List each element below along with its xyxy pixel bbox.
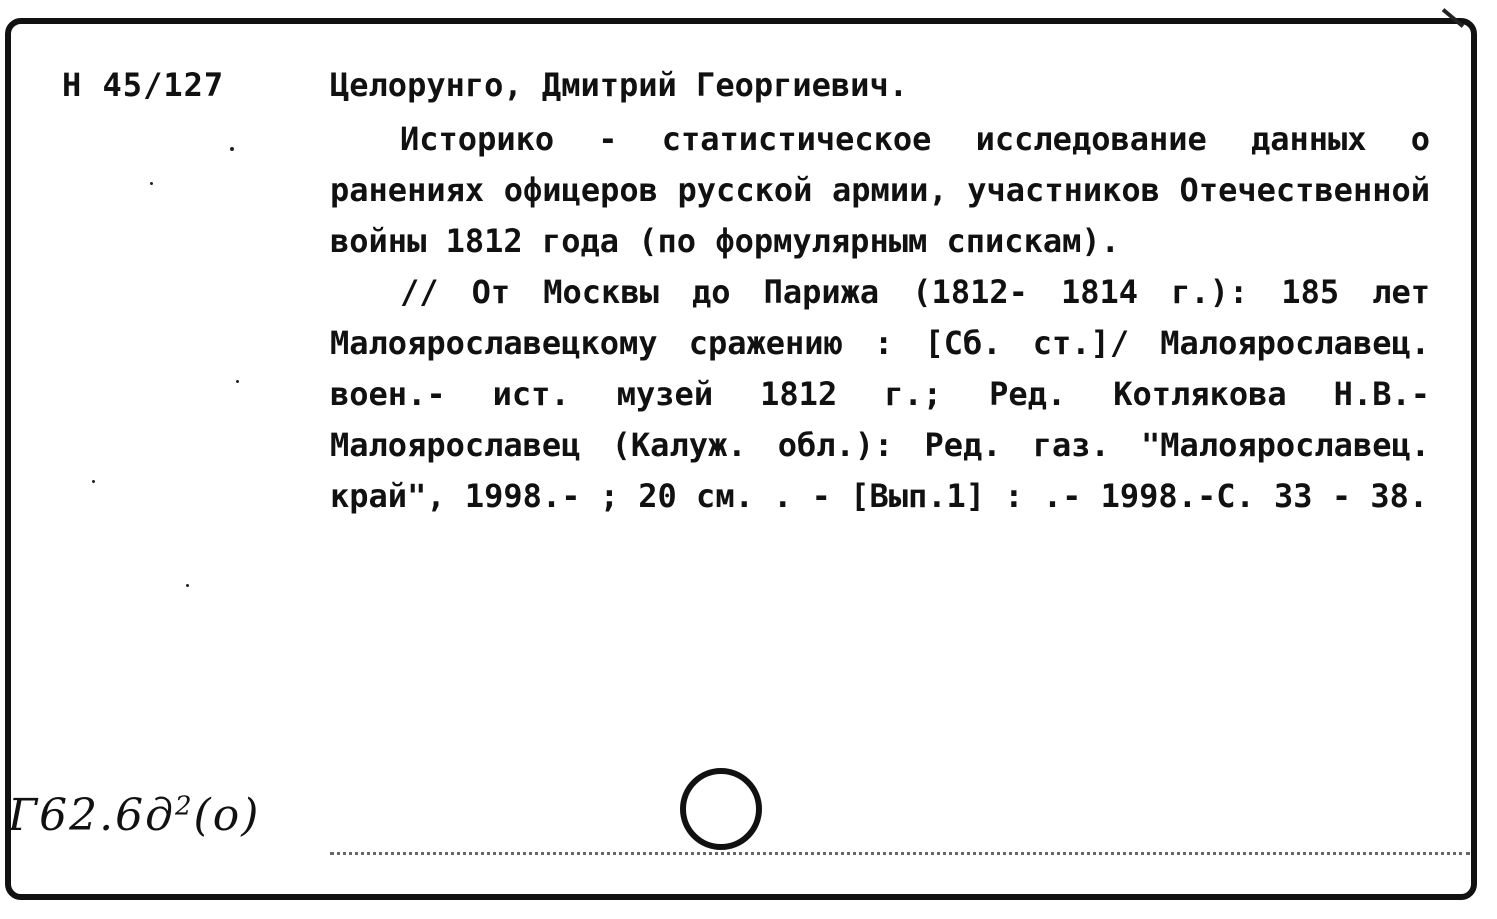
description-body bbox=[330, 114, 1430, 522]
punch-hole bbox=[680, 768, 762, 850]
speck bbox=[230, 147, 234, 151]
author-heading: Целорунго, Дмитрий Георгиевич. bbox=[330, 66, 908, 104]
source-paragraph: // От Москвы до Парижа (1812- 1814 г.): 185 лет Малоярославецкому сражению : [Сб. ст.]/ Малоярославец. воен.- ист. музей 1812 г.; Ред. Котлякова Н.В.- Малоярославец (Калуж. обл.): Ред. газ. "Малоярославец. край", 1998.- ; 20 см. . - [Вып.1] : .- 1998.-С. 33 - 38. bbox=[330, 273, 1430, 515]
classification-code: Г62.6д bbox=[8, 790, 175, 841]
speck bbox=[92, 480, 95, 483]
speck bbox=[186, 584, 189, 587]
title-paragraph: Историко - статистическое исследование данных о ранениях офицеров русской армии, участников Отечественной войны 1812 года (по формулярным спискам). bbox=[330, 120, 1430, 260]
speck bbox=[150, 182, 153, 185]
classification-superscript: 2 bbox=[175, 791, 194, 822]
handwritten-classification bbox=[8, 790, 260, 841]
speck bbox=[236, 380, 239, 383]
call-number: Н 45/127 bbox=[62, 66, 225, 104]
classification-suffix: (о) bbox=[193, 790, 261, 841]
dotted-line bbox=[330, 852, 1470, 855]
